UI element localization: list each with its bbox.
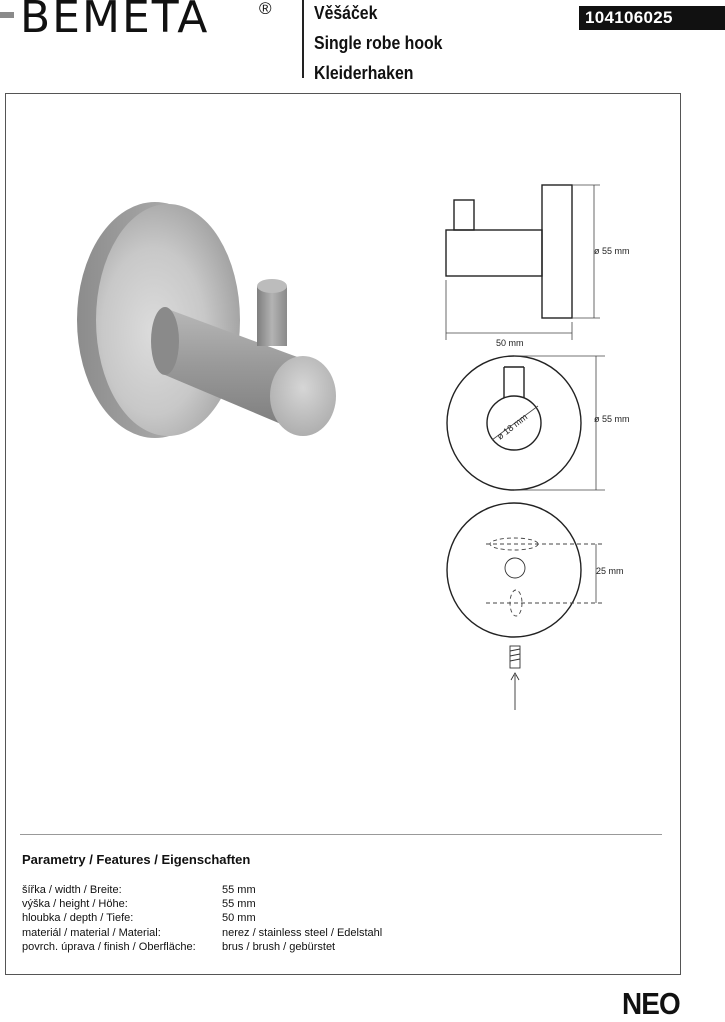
back-plate <box>447 503 581 637</box>
spec-label: materiál / material / Material: <box>22 927 161 939</box>
dim-holes-label: 25 mm <box>596 566 624 576</box>
registered-mark: ® <box>259 0 272 18</box>
spec-row <box>22 898 622 913</box>
dim-inner-label: ø 18 mm <box>495 411 530 442</box>
spec-value: 50 mm <box>222 912 256 924</box>
series-name: NEO <box>622 986 680 1021</box>
spec-row <box>22 912 622 927</box>
screw-icon <box>510 646 520 710</box>
spec-row <box>22 884 622 899</box>
product-name-de: Kleiderhaken <box>314 63 414 83</box>
product-name-en: Single robe hook <box>314 33 443 53</box>
spec-title: Parametry / Features / Eigenschaften <box>22 852 251 867</box>
dim-depth-label: 50 mm <box>496 338 524 348</box>
spec-value: 55 mm <box>222 884 256 896</box>
spec-value: 55 mm <box>222 898 256 910</box>
dim-side-label: ø 55 mm <box>594 246 630 256</box>
spec-value: brus / brush / gebürstet <box>222 941 336 953</box>
logo-bar <box>0 12 14 18</box>
spec-label: hloubka / depth / Tiefe: <box>22 912 134 924</box>
hook-end-cap <box>270 356 336 436</box>
center-hole <box>505 558 525 578</box>
dim-front-label: ø 55 mm <box>594 414 630 424</box>
technical-drawing <box>420 170 660 710</box>
brand-logo: BEMETA <box>20 0 210 43</box>
product-name-cz: Věšáček <box>314 3 378 23</box>
product-code: 104106025 <box>579 6 725 30</box>
spec-divider <box>20 834 662 835</box>
spec-row <box>22 941 622 956</box>
product-photo <box>60 190 360 450</box>
side-arm <box>446 230 542 276</box>
hook-peg-top <box>257 279 287 293</box>
hook-arm-base <box>151 307 179 375</box>
spec-label: výška / height / Höhe: <box>22 898 128 910</box>
side-peg <box>454 200 474 230</box>
spec-label: povrch. úprava / finish / Oberfläche: <box>22 941 196 953</box>
spec-label: šířka / width / Breite: <box>22 884 122 896</box>
front-peg <box>504 367 524 398</box>
header-separator <box>302 0 304 78</box>
product-names <box>314 0 460 88</box>
hook-peg <box>257 286 287 346</box>
spec-row <box>22 927 622 942</box>
spec-value: nerez / stainless steel / Edelstahl <box>222 927 383 939</box>
side-rose <box>542 185 572 318</box>
